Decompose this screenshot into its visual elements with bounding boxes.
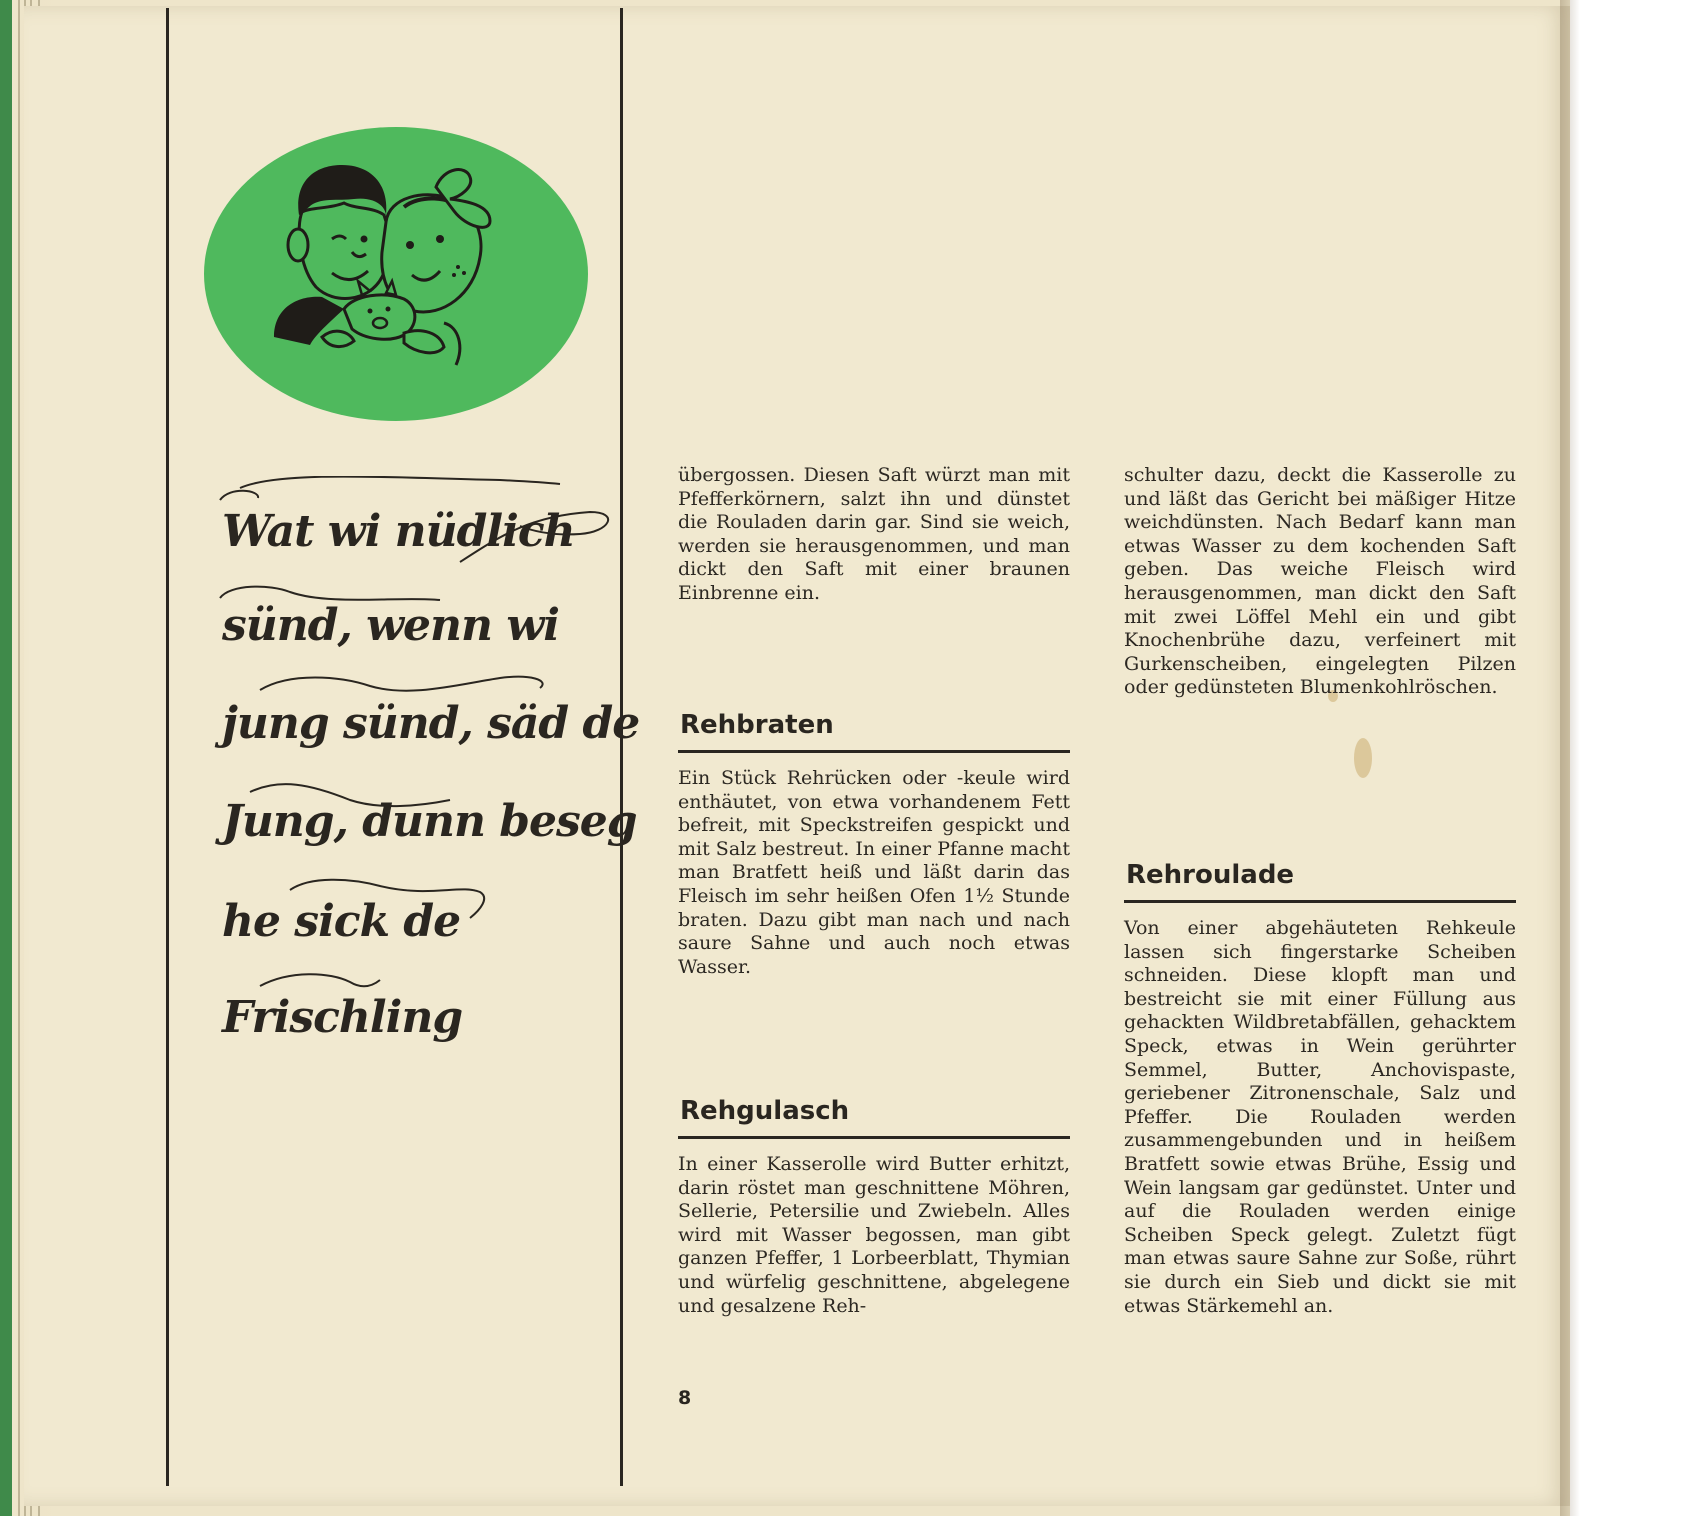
verse-line-2: sünd, wenn wi (222, 600, 559, 651)
page-number: 8 (678, 1387, 692, 1409)
verse-line-5: he sick de (222, 896, 461, 947)
recipe-heading: Rehroulade (1126, 860, 1295, 890)
recipe-text: In einer Kasserolle wird Butter erhitzt, darin röstet man geschnittene Möhren, Sellerie, Petersilie und Zwiebeln. Alles wird mit Wasser begossen, man gibt ganzen Pfeffer, 1 Lorbeerblatt, Thymian und würfelig geschnittene, abgelegene und gesalzene Reh- (678, 1153, 1070, 1317)
book-cover-edge (0, 0, 12, 1516)
recipe-heading: Rehbraten (680, 710, 834, 740)
recipe-rehbraten (678, 710, 1070, 979)
recipe-column-left (678, 464, 1070, 606)
recipe-rehroulade (1124, 860, 1516, 1318)
paper-stain (1354, 738, 1372, 778)
recipe-column-right (1124, 464, 1516, 700)
verse-line-6: Frischling (222, 992, 463, 1043)
heading-rule (678, 750, 1070, 753)
heading-rule (678, 1136, 1070, 1139)
page-gutter-shadow (1560, 0, 1580, 1516)
recipe-heading: Rehgulasch (680, 1096, 850, 1126)
left-border-line (166, 8, 169, 1486)
boy-and-girl-with-piglet-icon (204, 127, 588, 421)
heading-rule (1124, 900, 1516, 903)
recipe-rehgulasch (678, 1096, 1070, 1318)
illustration-medallion (204, 127, 588, 421)
recipe-text: Ein Stück Rehrücken oder -keule wird enthäutet, von etwa vorhandenem Fett befreit, mit Speckstreifen gespickt und mit Salz bestreut. In einer Pfanne macht man Bratfett heiß und läßt darin das Fleisch im sehr heißen Ofen 1½ Stunde braten. Dazu gibt man nach und nach saure Sahne und auch noch etwas Wasser. (678, 767, 1070, 978)
verse-line-1: Wat wi nüdlich (222, 506, 575, 557)
verse-line-3: jung sünd, säd de (222, 698, 640, 749)
continued-recipe-text: schulter dazu, deckt die Kasserolle zu und läßt das Gericht bei mäßiger Hitze weichdünsten. Nach Bedarf kann man etwas Wasser zu dem kochenden Saft geben. Das weiche Fleisch wird herausgenommen, man dickt den Saft mit zwei Löffel Mehl ein und gibt Knochenbrühe dazu, verfeinert mit Gurkenscheiben, eingelegten Pilzen oder gedünsteten Blumenkohlröschen. (1124, 464, 1516, 699)
page-edge (18, 0, 20, 1516)
verse-line-4: Jung, dunn beseg (222, 796, 637, 847)
recipe-text: Von einer abgehäuteten Rehkeule lassen sich fingerstarke Scheiben schneiden. Diese klopft man und bestreicht sie mit einer Füllung aus gehackten Wildbretabfällen, gehacktem Speck, etwas in Wein gerührter Semmel, Butter, Anchovispaste, geriebener Zitronenschale, Salz und Pfeffer. Die Rouladen werden zusammengebunden und in heißem Bratfett sowie etwas Brühe, Essig und Wein langsam gar gedünstet. Unter und auf die Rouladen werden einige Scheiben Speck gelegt. Zuletzt fügt man etwas saure Sahne zur Soße, rührt sie durch ein Sieb und dickt sie mit etwas Stärkemehl an. (1124, 917, 1516, 1317)
continued-recipe-text: übergossen. Diesen Saft würzt man mit Pfefferkörnern, salzt ihn und dünstet die Rouladen darin gar. Sind sie weich, werden sie herausgenommen, und man dickt den Saft mit einer braunen Einbrenne ein. (678, 464, 1070, 604)
